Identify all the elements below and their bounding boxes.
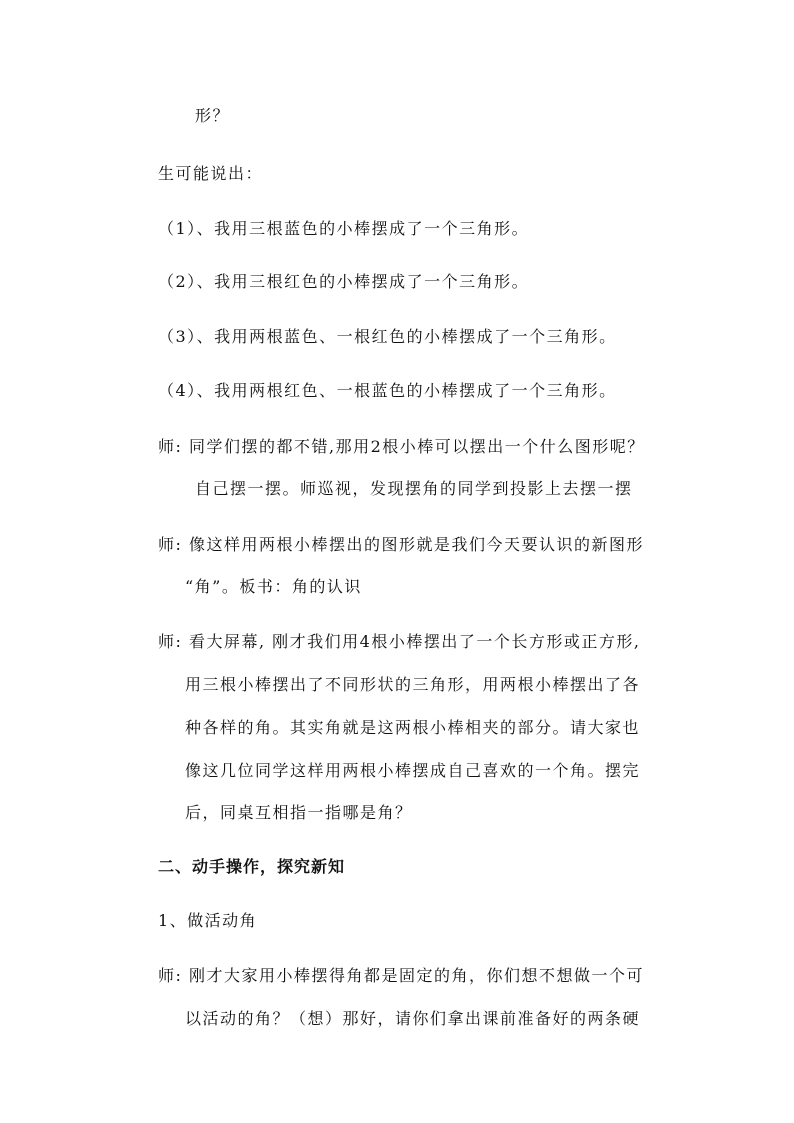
teacher-paragraph-3-line-2: 用三根小棒摆出了不同形状的三角形，用两根小棒摆出了各 [185, 675, 641, 694]
list-item-2: （2）、我用三根红色的小棒摆成了一个三角形。 [158, 272, 530, 291]
teacher-paragraph-4-cont: 以活动的角？（想）那好，请你们拿出课前准备好的两条硬 [185, 1009, 641, 1028]
teacher-paragraph-4: 师: 刚才大家用小棒摆得角都是固定的角，你们想不想做一个可 [158, 966, 644, 985]
teacher-paragraph-3-line-3: 种各样的角。其实角就是这两根小棒相夹的部分。请大家也 [185, 718, 641, 737]
teacher-paragraph-3: 师: 看大屏幕, 刚才我们用4根小棒摆出了一个长方形或正方形, [158, 632, 641, 651]
teacher-paragraph-1-cont: 自己摆一摆。师巡视，发现摆角的同学到投影上去摆一摆 [195, 479, 633, 498]
teacher-paragraph-3-line-5: 后，同桌互相指一指哪是角？ [185, 803, 413, 822]
section-heading: 二、动手操作，探究新知 [158, 857, 346, 876]
subsection-heading: 1、做活动角 [158, 911, 258, 930]
teacher-paragraph-3-line-4: 像这几位同学这样用两根小棒摆成自己喜欢的一个角。摆完 [185, 761, 641, 780]
teacher-paragraph-2-cont: “角”。板书：角的认识 [185, 577, 362, 596]
list-item-1: （1）、我用三根蓝色的小棒摆成了一个三角形。 [158, 219, 530, 238]
text-line-1: 形？ [195, 106, 231, 125]
teacher-paragraph-1: 师: 同学们摆的都不错,那用2根小棒可以摆出一个什么图形呢？ [158, 437, 645, 456]
teacher-paragraph-2: 师: 像这样用两根小棒摆出的图形就是我们今天要认识的新图形 [158, 535, 644, 554]
list-item-4: （4）、我用两根红色、一根蓝色的小棒摆成了一个三角形。 [158, 381, 617, 400]
list-item-3: （3）、我用两根蓝色、一根红色的小棒摆成了一个三角形。 [158, 327, 617, 346]
text-line-2: 生可能说出： [158, 164, 264, 183]
